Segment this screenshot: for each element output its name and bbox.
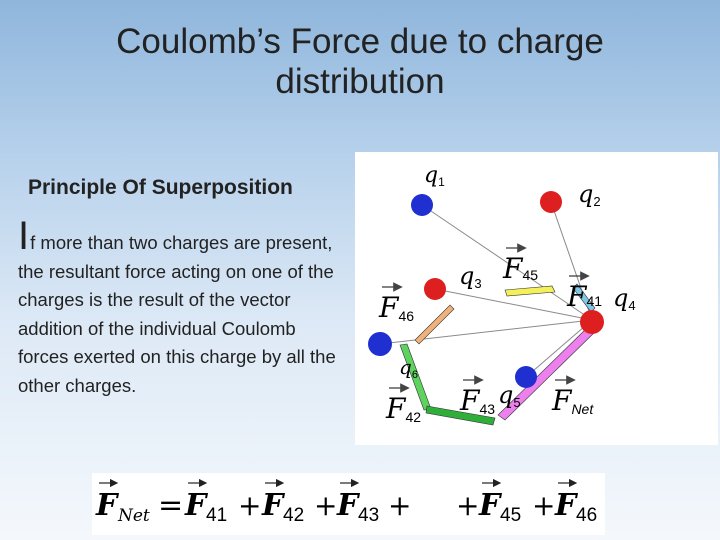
drop-cap: I [18,214,30,258]
equation-lhs [95,483,150,526]
svg-text:F46: F46 [379,291,415,324]
section-heading: Principle Of Superposition [28,176,293,199]
label-FNet [551,380,594,417]
svg-text:42: 42 [283,505,305,526]
charge-q4 [580,310,604,334]
label-q4: q4 [613,284,636,313]
body-paragraph [18,214,343,400]
label-q2: q2 [578,180,601,209]
svg-text:46: 46 [576,505,598,526]
svg-text:F43: F43 [460,384,496,417]
plus-sign-2: + [314,489,338,522]
svg-text:43: 43 [358,505,380,526]
charge-q6 [368,332,392,356]
term-F46 [554,483,597,526]
charge-q3 [424,278,446,300]
label-F43 [459,380,495,417]
charge-q5 [515,366,537,388]
plus-sign-5: + [532,489,556,522]
svg-text:F42: F42 [386,392,422,425]
slide-title-line-1: Coulomb’s Force due to charge [116,22,604,61]
svg-text:F: F [555,488,577,523]
connection-lines [380,202,592,377]
plus-sign-4: + [456,489,480,522]
label-F41 [566,276,602,313]
charge-q2 [540,191,562,213]
plus-sign-1: + [238,489,262,522]
plus-sign-3: + [388,489,412,522]
svg-text:45: 45 [500,505,522,526]
body-paragraph-text: f more than two charges are present, the resultant force acting on one of the charges is the result of the vector addition of the individual Coulomb forces exerted on this charge by all the other charges. [18,232,336,396]
label-q3: q3 [459,262,482,291]
label-F42 [385,388,421,425]
svg-text:F: F [479,488,501,523]
svg-text:F41: F41 [567,280,603,313]
charge-diagram [355,152,718,445]
label-F46 [378,287,414,324]
svg-text:F: F [185,488,207,523]
equals-sign: = [158,488,184,523]
slide-title-line-2: distribution [275,62,445,101]
term-F41 [184,483,227,526]
label-q6: $q_6$ [399,355,418,381]
svg-text:F: F [337,488,359,523]
equation-svg [92,473,605,535]
label-q5: q5 [498,381,521,410]
svg-text:FNet: FNet [552,384,594,417]
label-F45 [502,248,538,285]
svg-text:F45: F45 [503,252,539,285]
superposition-equation [92,473,605,535]
term-F45 [478,483,521,526]
slide-title [0,22,720,102]
vector-F45 [505,286,555,296]
charge-diagram-svg [355,152,718,445]
label-q1: q1 [424,163,445,189]
svg-text:Net: Net [118,506,150,526]
svg-text:F: F [96,488,118,523]
term-F42 [261,483,304,526]
charge-q1 [411,194,433,216]
svg-text:41: 41 [206,505,228,526]
svg-text:F: F [262,488,284,523]
term-F43 [336,483,379,526]
